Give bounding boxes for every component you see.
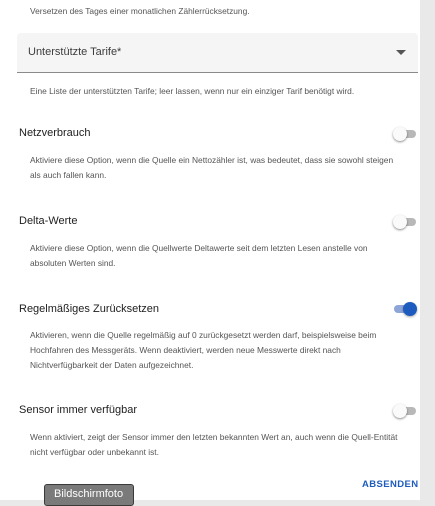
periodic-reset-desc-line-3: Nichtverfügbarkeit der Daten aufgezeichnet. (30, 360, 194, 370)
delta-values-toggle[interactable] (393, 214, 417, 230)
delta-values-desc-line-2: absoluten Werten sind. (30, 258, 116, 268)
net-consumption-desc-line-2: als auch fallen kann. (30, 170, 107, 180)
tariffs-select-label: Unterstützte Tarife* (28, 46, 122, 58)
delta-values-desc-line-1: Aktiviere diese Option, wenn die Quellwerte Deltawerte seit dem letzten Lesen anstelle von (30, 243, 368, 253)
net-consumption-toggle[interactable] (393, 126, 417, 142)
tariffs-helper: Eine Liste der unterstützten Tarife; leer lassen, wenn nur ein einziger Tarif benötigt wird. (30, 86, 355, 96)
net-consumption-desc-line-1: Aktiviere diese Option, wenn die Quelle ein Nettozähler ist, was bedeutet, dass sie sowohl steigen (30, 155, 394, 165)
scrollbar-track[interactable] (420, 0, 435, 500)
periodic-reset-toggle[interactable] (393, 301, 417, 317)
day-offset-helper: Versetzen des Tages einer monatlichen Zählerrücksetzung. (30, 6, 250, 16)
always-available-desc-line-2: nicht verfügbar oder unbekannt ist. (30, 447, 159, 457)
screenshot-chip[interactable]: Bildschirmfoto (44, 484, 134, 506)
toggle-thumb (393, 404, 407, 418)
always-available-toggle[interactable] (393, 403, 417, 419)
delta-values-title: Delta-Werte (19, 215, 78, 227)
periodic-reset-desc-line-2: Hochfahren des Messgeräts. Wenn deaktiviert, werden neue Messwerte direkt nach (30, 345, 341, 355)
periodic-reset-desc-line-1: Aktivieren, wenn die Quelle regelmäßig auf 0 zurückgesetzt werden darf, beispielsweise beim (30, 330, 377, 340)
tariffs-select[interactable] (17, 33, 418, 73)
always-available-desc-line-1: Wenn aktiviert, zeigt der Sensor immer den letzten bekannten Wert an, auch wenn die Quell-Entität (30, 432, 398, 442)
dropdown-arrow-icon[interactable] (396, 50, 406, 55)
submit-button[interactable]: ABSENDEN (362, 479, 419, 490)
always-available-title: Sensor immer verfügbar (19, 404, 137, 416)
toggle-thumb (393, 127, 407, 141)
net-consumption-title: Netzverbrauch (19, 127, 91, 139)
toggle-thumb (393, 215, 407, 229)
periodic-reset-title: Regelmäßiges Zurücksetzen (19, 303, 160, 315)
toggle-thumb (403, 302, 417, 316)
